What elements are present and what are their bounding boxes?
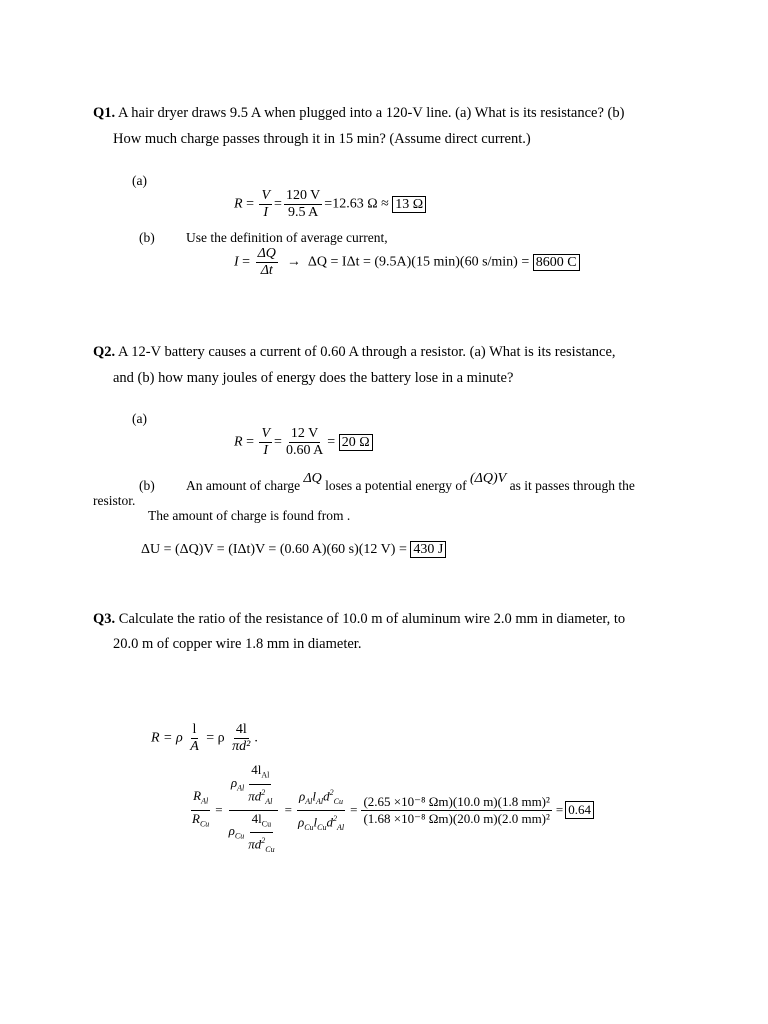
q3-simp-num-rho: ρ [299, 787, 306, 803]
q3-eq1-num2: 4l [235, 722, 247, 737]
q3-big-num-rho-sub: Al [237, 783, 245, 793]
q1-answer-b: 8600 C [533, 254, 580, 271]
q2-eq-a-frac1 [259, 426, 272, 459]
q3-simp-num-a: Al [305, 796, 313, 806]
q1-eq-a: R = $\frac{V}{I}$ = $\frac{120 V}{9.5 A}$ =12.63 Ω ≈ 13 Ω [234, 188, 426, 221]
q3-big-num-frac-num: 4l [251, 762, 262, 777]
q3-eq1-mid: = ρ [206, 730, 225, 746]
q2-eq-a-den1: I [263, 443, 269, 458]
q1-number: Q1. [93, 105, 116, 121]
q2-part-b-line [186, 470, 635, 493]
q2-part-b-label: (b) [139, 478, 155, 493]
q2-eq-b [141, 542, 446, 558]
q2-part-a-label: (a) [132, 411, 147, 426]
q3-values-num: (2.65 ×10⁻⁸ Ωm)(10.0 m)(1.8 mm)² [363, 793, 550, 809]
q3-big-den-frac-num-sub: Cu [261, 819, 272, 829]
q3-simp-den-b: Cu [317, 822, 327, 832]
q2-part-b-text3: as it passes through the [509, 478, 635, 493]
q3-eq1-lhs: R = ρ [151, 730, 183, 746]
q3-eq1-end: . [254, 730, 258, 746]
q2-line2: and (b) how many joules of energy does the battery lose in a minute? [113, 370, 514, 386]
q3-simp-den-c: Al [337, 822, 345, 832]
q3-big-den-rho: ρ [228, 823, 235, 839]
q3-ratio-num-sub: Al [201, 796, 209, 806]
q2-part-b-sym1: ΔQ [303, 471, 322, 486]
q3-big-num-rho: ρ [230, 774, 238, 790]
q1-eq-a-frac1 [259, 188, 272, 221]
q2-part-b-text4: resistor. [93, 493, 136, 508]
q3-simp-num-l: l [312, 787, 317, 803]
q2-answer-b: 430 J [410, 541, 446, 558]
q1-line2: How much charge passes through it in 15 min? (Assume direct current.) [113, 131, 531, 147]
q3-text-1: Calculate the ratio of the resistance of 10.0 m of aluminum wire 2.0 mm in diameter, to [115, 611, 626, 627]
q3-big-den-frac-den: πd [248, 836, 262, 852]
q2-eq-a-den2: 0.60 A [285, 443, 324, 458]
q2-part-b-sym2: (ΔQ)V [470, 471, 507, 486]
q3-big-den-frac-den-sub: Cu [265, 845, 275, 855]
q3-answer: 0.64 [565, 801, 594, 819]
q3-ratio-den-sub: Cu [199, 819, 210, 829]
q2-eq-a-num1: V [261, 426, 271, 441]
q3-eq1 [151, 722, 258, 755]
q1-line1 [93, 100, 624, 126]
q3-eq1-den1: A [190, 739, 199, 754]
q3-simp-frac: $\frac{\rho_{Al}l_{Al}d^2_{Cu}}{\rho_{Cu}l_{Cu}d^2_{Al}}$ [296, 785, 346, 836]
q2-eq-a-num2: 12 V [290, 426, 319, 441]
q3-big-den-rho-sub: Cu [234, 832, 245, 842]
q2-line1 [93, 339, 616, 365]
q2-part-b-text5: The amount of charge is found from . [148, 508, 351, 523]
q1-eq-b-arrow: → [286, 254, 301, 270]
q1-eq-a-frac2 [284, 188, 322, 221]
q1-eq-b-den: Δt [260, 263, 273, 278]
q1-eq-b-rhs: ΔQ = IΔt = (9.5A)(15 min)(60 s/min) = [307, 254, 530, 270]
q3-simp-num-c: Cu [333, 796, 343, 806]
q3-eq1-num1: l [192, 722, 197, 737]
q2-text-1: A 12-V battery causes a current of 0.60 A through a resistor. (a) What is its resistance, [115, 344, 616, 360]
q2-eq-b-lhs: ΔU = (ΔQ)V = (IΔt)V = (0.60 A)(60 s)(12 V) = [141, 542, 407, 557]
q3-simp-den-a: Cu [304, 822, 314, 832]
q2-answer-a: 20 Ω [339, 434, 373, 451]
q2-part-b-text1: An amount of charge [186, 478, 301, 493]
q1-eq-b-frac [256, 246, 278, 279]
q2-number: Q2. [93, 344, 116, 360]
q3-ratio-den: R [192, 810, 200, 826]
q3-eq1-den2: πd² [232, 739, 251, 754]
q2-eq-a-lhs: R [234, 434, 243, 450]
q1-eq-a-lhs: R [234, 196, 243, 212]
q2-part-b-text2: loses a potential energy of [325, 478, 467, 493]
q3-eq1-frac1 [188, 722, 201, 755]
q3-simp-den-l: l [313, 813, 318, 829]
q3-values-frac [361, 794, 551, 827]
q3-simp-num-d: d [323, 787, 330, 803]
q1-part-b-text: Use the definition of average current, [186, 230, 388, 245]
q3-simp-den-d: d [326, 813, 333, 829]
q3-ratio-num: R [193, 787, 202, 803]
q1-eq-a-approx: =12.63 Ω ≈ [324, 196, 389, 212]
q3-simp-den-rho: ρ [297, 813, 305, 829]
q1-eq-b-num: ΔQ [257, 246, 276, 261]
q3-number: Q3. [93, 611, 116, 627]
q2-eq-a-frac2 [284, 426, 325, 459]
q3-line2: 20.0 m of copper wire 1.8 mm in diameter. [113, 636, 362, 652]
q3-big-num-frac-num-sub: Al [261, 770, 270, 780]
q1-eq-a-den1: I [263, 205, 269, 220]
q1-part-a-label: (a) [132, 173, 147, 188]
q3-ratio [190, 788, 211, 832]
q1-text-1: A hair dryer draws 9.5 A when plugged into a 120-V line. (a) What is its resistance? (b) [115, 105, 625, 121]
q2-eq-a: R = $\frac{V}{I}$ = $\frac{12 V}{0.60 A}$ = 20 Ω [234, 426, 373, 459]
q3-values-den: (1.68 ×10⁻⁸ Ωm)(20.0 m)(2.0 mm)² [363, 810, 550, 826]
q1-eq-a-den2: 9.5 A [287, 205, 319, 220]
q3-line1 [93, 606, 625, 632]
q3-big-num-frac: $\frac{4l_{Al}}{\pi d^2_{Al}}$ [248, 762, 273, 806]
q1-answer-a: 13 Ω [392, 196, 426, 213]
q3-simp-num-b: Al [316, 796, 324, 806]
q3-eq1-frac2 [230, 722, 252, 755]
q3-big-den-frac-num: 4l [251, 810, 262, 826]
q3-big-den-frac: $\frac{4l_{Cu}}{\pi d^2_{Cu}}$ [248, 810, 275, 855]
q1-eq-a-num2: 120 V [285, 188, 321, 203]
q1-part-b-label: (b) [139, 230, 155, 245]
q1-eq-a-num1: V [261, 188, 271, 203]
q1-eq-b: I = $\frac{\Delta Q}{\Delta t}$ → ΔQ = IΔt = (9.5A)(15 min)(60 s/min) = 8600 C [234, 246, 580, 279]
q3-big-num-frac-den-sub: Al [265, 796, 273, 806]
q1-eq-b-lhs: I [234, 254, 239, 270]
q3-big-frac [227, 762, 281, 858]
q3-big-num-frac-den: πd [248, 787, 262, 803]
q3-eq2: $\frac{R_{Al}}{R_{Cu}}$ = $\rho_{Al}$ $\frac{4l_{Al}}{\pi d^2_{Al}}$ $\rho_{Cu}$ $\frac{4l_{Cu}}{\pi d^2_{Cu}}$ = $\frac{\rho_{Al}l_{Al}d^2_{Cu}}{\rho_{Cu}l_{Cu}d^2_{Al}}$ = $\frac{\text{(2.65 ×10⁻⁸ Ωm)(10.0 m)(1.8 mm)²}}{\text{(1.68 ×10⁻⁸ Ωm)(20.0 m)(2.0 mm)²}}$ = 0.64 [188, 762, 594, 858]
